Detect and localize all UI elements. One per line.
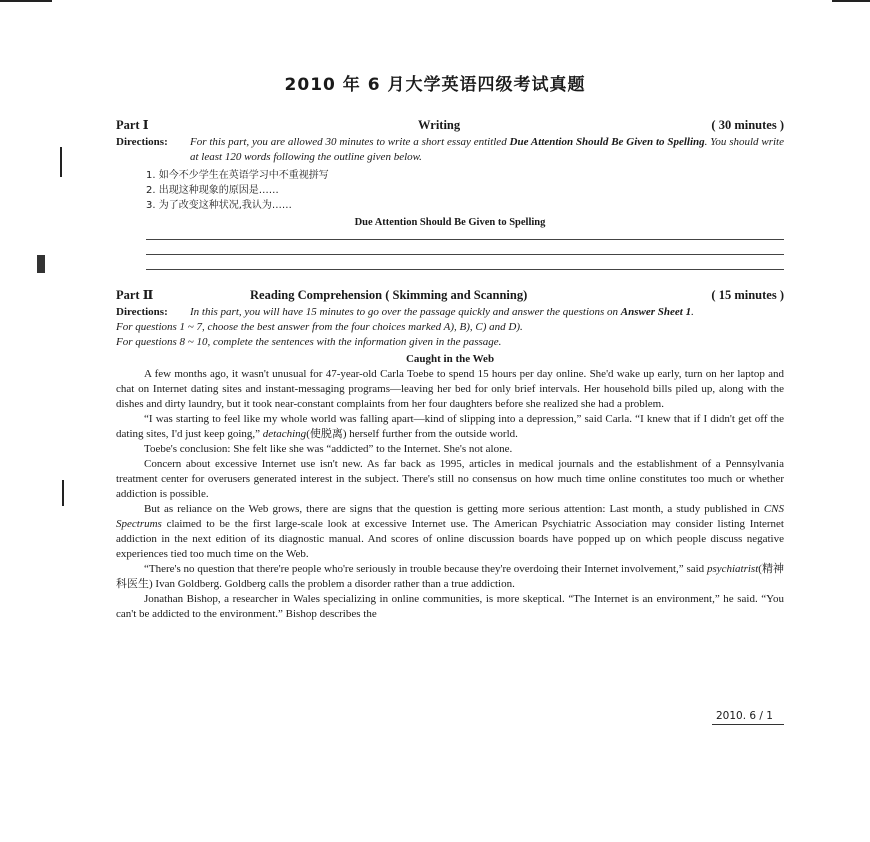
- passage-paragraph: “I was starting to feel like my whole world was falling apart—kind of slipping into a depression,” said Carla. “I knew that if I didn't get off the dating sites, I'd just keep going,” detaching(使脱离) herself further from the outside world.: [116, 413, 784, 440]
- passage-paragraph: A few months ago, it wasn't unusual for 47-year-old Carla Toebe to spend 15 hours per day online. She'd wake up early, turn on her laptop and chat on Internet dating sites and instant-messaging programs—leaving her bed for only brief intervals. Her household bills piled up, along with the dishes and dirty laundry, but it took near-constant complaints from her four daughters before she realized she had a problem.: [116, 368, 784, 410]
- exam-content: [116, 118, 784, 622]
- scan-mark-top-right: [832, 0, 870, 2]
- passage-paragraph: Concern about excessive Internet use isn't new. As far back as 1995, articles in medical journals and the establishment of a Pennsylvania treatment center for overusers generated interest in the subject. There's still no consensus on how much time online constitutes too much or whether addiction is possible.: [116, 458, 784, 500]
- outline-item: 2. 出现这种现象的原因是……: [146, 185, 279, 196]
- essay-outline: [146, 168, 784, 213]
- passage-paragraph: Jonathan Bishop, a researcher in Wales specializing in online communities, is more skeptical. “The Internet is an environment,” he said. “You can't be addicted to the environment.” Bishop describes the: [116, 593, 784, 620]
- part-2-time: ( 15 minutes ): [711, 288, 784, 302]
- writing-line: [146, 254, 784, 255]
- part-1-label: Part Ⅰ: [116, 118, 149, 132]
- part-1-time: ( 30 minutes ): [711, 118, 784, 132]
- part-1-directions-label: Directions:: [116, 136, 168, 148]
- scan-mark-left-2: [37, 255, 45, 273]
- part-2-directions-label: Directions:: [116, 306, 168, 318]
- essay-title-inline: Due Attention Should Be Given to Spelling: [509, 136, 705, 148]
- part-2-section: Reading Comprehension ( Skimming and Scanning): [250, 288, 528, 302]
- writing-line: [146, 239, 784, 240]
- page-title: 2010 年 6 月大学英语四级考试真题: [284, 75, 586, 95]
- questions-instruction: For questions 1 ~ 7, choose the best answer from the four choices marked A), B), C) and D).: [116, 321, 523, 333]
- part-1-directions-text: For this part, you are allowed 30 minutes to write a short essay entitled Due Attention Should Be Given to Spelling. You should write at least 120 words following the outline given below.: [190, 136, 785, 163]
- part-1-heading: [116, 118, 784, 134]
- passage-paragraph: But as reliance on the Web grows, there are signs that the question is getting more serious attention: Last month, a study published in CNS Spectrums claimed to be the first large-scale look at excessive Internet use. The American Psychiatric Association may consider listing Internet addiction in the next edition of its diagnostic manual. And scores of online discussion boards have popped up on which people discuss negative experiences tied too much time on the Web.: [116, 503, 784, 560]
- passage-paragraph: “There's no question that there're people who're seriously in trouble because they're overdoing their Internet involvement,” said psychiatrist(精神科医生) Ivan Goldberg. Goldberg calls the problem a disorder rather than a true addiction.: [116, 563, 784, 590]
- passage-title: Caught in the Web: [405, 353, 495, 365]
- page-footer: 2010. 6 / 1: [716, 710, 773, 722]
- part-1-section: Writing: [418, 118, 461, 132]
- scan-mark-left-3: [62, 480, 64, 506]
- scan-mark-top-left: [0, 0, 52, 2]
- questions-instruction: For questions 8 ~ 10, complete the sentences with the information given in the passage.: [116, 336, 502, 348]
- answer-sheet-ref: Answer Sheet 1: [620, 306, 692, 318]
- passage-paragraph: Toebe's conclusion: She felt like she was “addicted” to the Internet. She's not alone.: [144, 443, 513, 455]
- writing-line: [146, 269, 784, 270]
- part-1-directions: [116, 135, 784, 165]
- outline-item: 3. 为了改变这种状况,我认为……: [146, 200, 292, 211]
- part-2-label: Part Ⅱ: [116, 288, 154, 302]
- part-2-directions-text: In this part, you will have 15 minutes to go over the passage quickly and answer the questions on Answer Sheet 1.: [190, 306, 694, 318]
- outline-item: 1. 如今不少学生在英语学习中不重视拼写: [146, 170, 329, 181]
- part-2-directions: [116, 305, 784, 320]
- scan-mark-left-1: [60, 147, 62, 177]
- essay-title: Due Attention Should Be Given to Spelling: [354, 217, 546, 228]
- part-2-heading: [116, 288, 784, 304]
- footer-rule: [712, 724, 784, 725]
